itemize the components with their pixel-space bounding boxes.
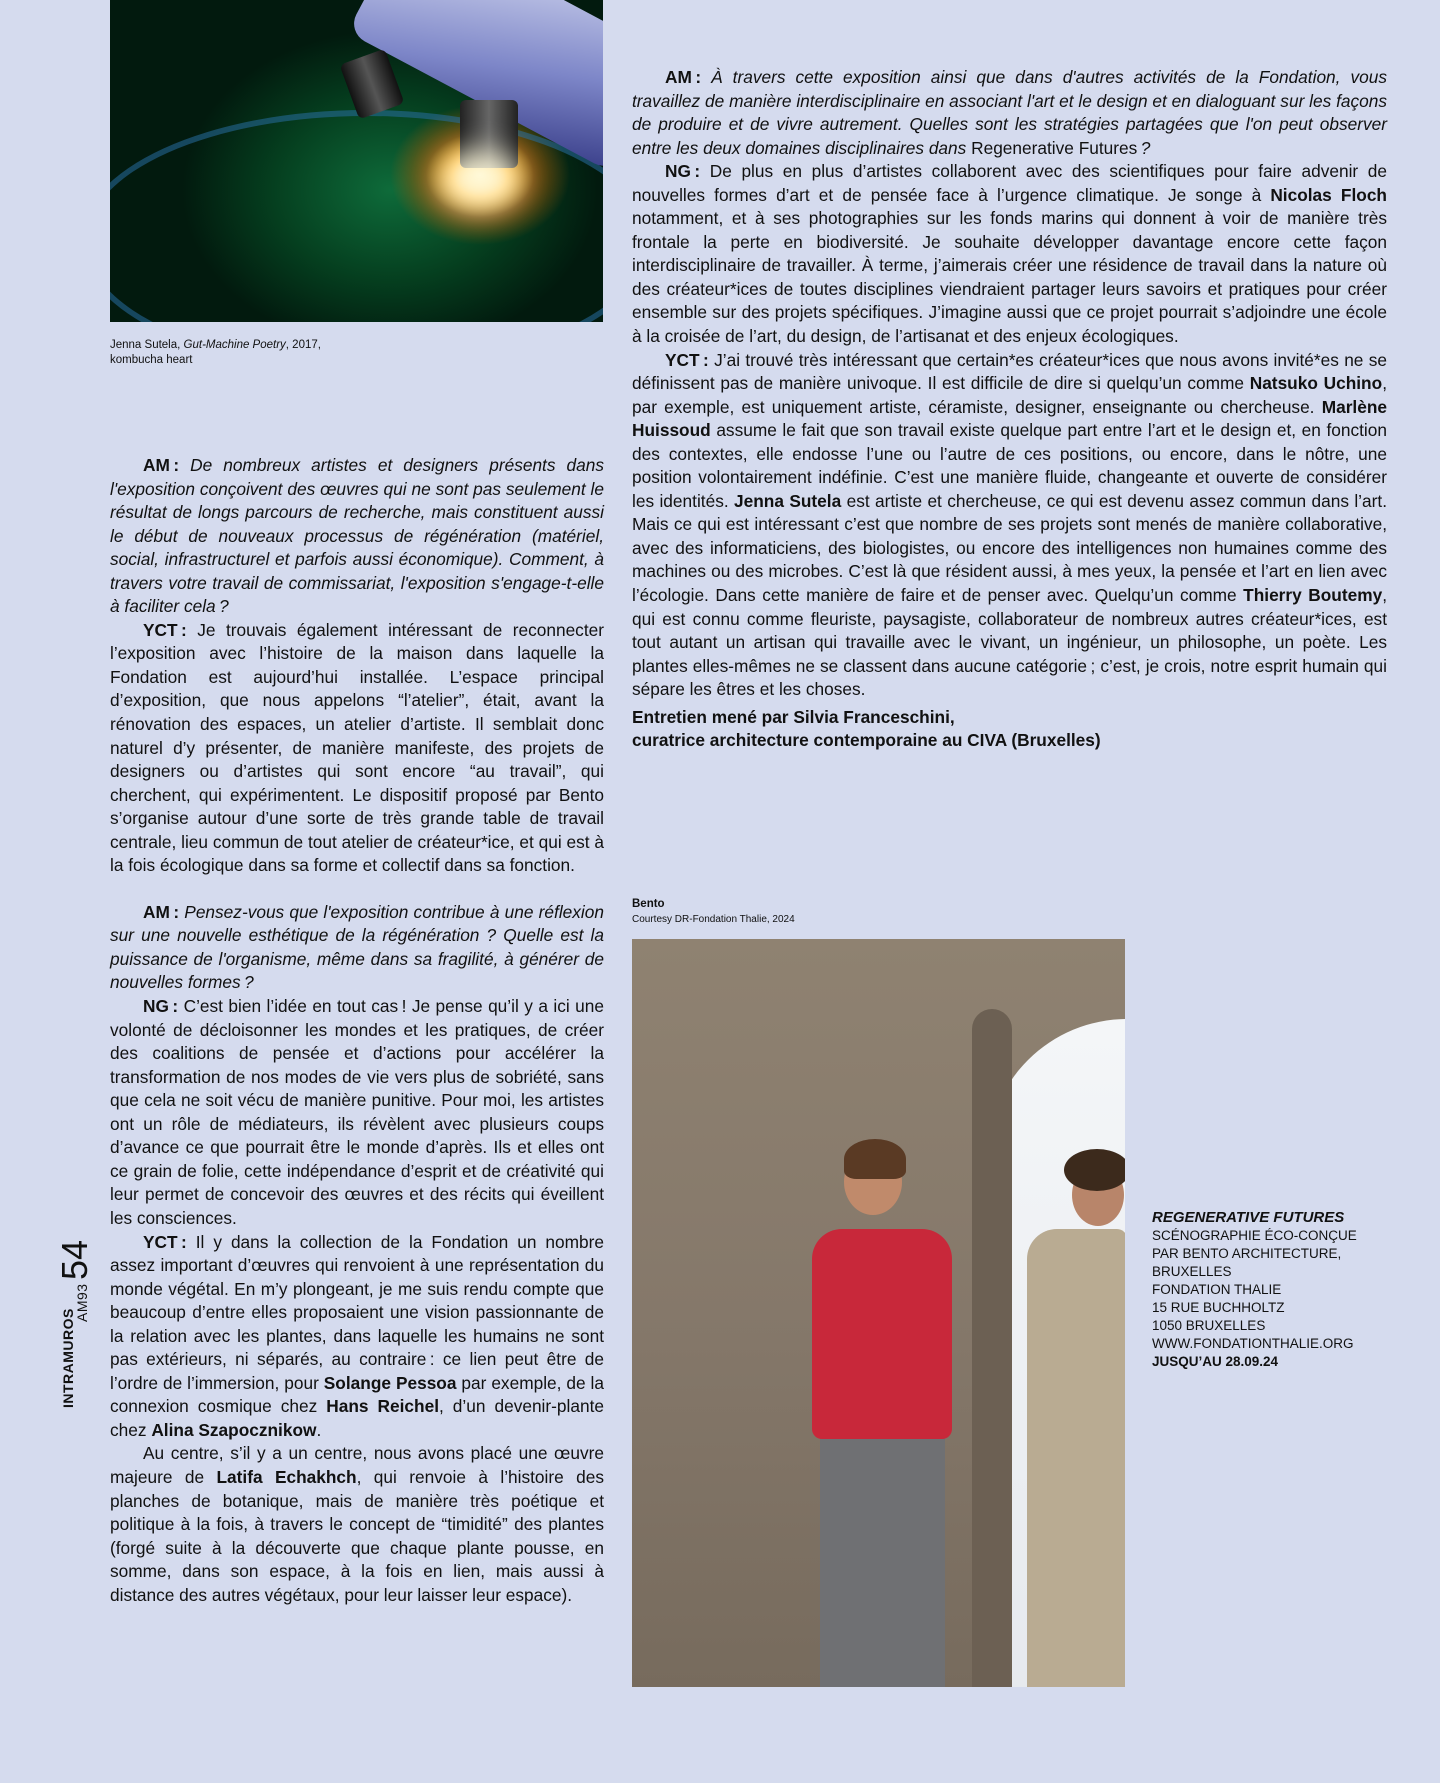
caption-title: Gut-Machine Poetry (183, 339, 286, 351)
exhibition-title: Regenerative Futures (971, 137, 1138, 158)
question-text: ? (1137, 137, 1151, 158)
photo-objective-lens (340, 49, 405, 120)
answer-text: Au centre, s’il y a un centre, nous avons placé une œuvre majeure de (110, 1443, 604, 1487)
answer-text: C’est bien l’idée en tout cas ! Je pense qu’il y a ici une volonté de décloisonner les mondes et les pratiques, de créer des coalitions de pensée et d’actions pour accélérer la transformation de nos modes de vie vers plus de sobriété, sans que cela ne soit vécu de manière punitive. Pour moi, les artistes ont un rôle de médiateurs, ils révèlent avec plusieurs coups d’avance ce que pourrait être le monde d’après. Ils et elles ont ce grain de folie, cette indépendance d’esprit et de créativité qui leur permet de concevoir des œuvres et des récits qui éveillent les consciences. (110, 996, 604, 1228)
info-line: PAR BENTO ARCHITECTURE, (1152, 1246, 1342, 1261)
answer-paragraph (632, 160, 1387, 348)
answer-text: De plus en plus d’artistes collaborent avec des scientifiques pour faire advenir de nouvelles formes d’art et de pensée face à l’urgence climatique. Je songe à (632, 161, 1387, 205)
answer-text: est artiste et chercheuse, ce qui est devenu assez commun dans l’art. Mais ce qui est intéressant c’est que nombre de ses projets sont menés de manière collaborative, avec des informaticiens, des biologistes, ou encore des intelligences non humaines comme des machines ou des microbes. C’est là que résident aussi, à mes yeux, la pensée et l’art en lien avec l’écologie. Dans cette manière de faire et de penser avec. Quelqu’un comme (632, 490, 1387, 606)
photo-dish-rim (110, 110, 603, 322)
left-column (110, 454, 604, 1607)
answer-text: notamment, et à ses photographies sur les fonds marins qui donnent à voir de manière très frontale la perte en biodiversité. Je souhaite développer davantage encore cette façon interdisciplinaire de travailler. À terme, j’aimerais créer une résidence de travail dans la nature où des créateur*ices de toutes disciplines viendraient partager leurs savoirs et pratiques pour créer ensemble sur des projets spécifiques. J’imagine aussi que ce projet pourrait s’adjoindre une école à la croisée de l’art, du design, de l’artisanat et des enjeux écologiques. (632, 208, 1387, 347)
question-text: De nombreux artistes et designers présents dans l'exposition conçoivent des œuvres qui ne sont pas seulement le résultat de longs parcours de recherche, mais constituent aussi le début de nouveaux processus de régénération (matériel, social, infrastructurel et parfois aussi économique). Comment, à travers votre travail de commissariat, l'exposition s'engage-t-elle à faciliter cela ? (110, 455, 604, 617)
answer-text: , d’un devenir-plante chez (110, 1396, 604, 1440)
photo-person-right-body (1027, 1229, 1125, 1687)
answer-text: , par exemple, est uniquement artiste, céramiste, designer, enseignante ou chercheuse. (632, 373, 1387, 417)
speaker-label: NG : (665, 161, 710, 182)
answer-text: , qui est connu comme fleuriste, paysagiste, collaborateur de nombreux autres créateur*ices, est tout autant un artisan qui travaille avec le vivant, un ingénieur, un philosophe, un poète. Les plantes elles-mêmes ne se classent dans aucune catégorie ; c’est, je crois, notre esprit humain qui sépare les êtres et les choses. (632, 585, 1387, 700)
caption-artist: Jenna Sutela, (110, 339, 184, 351)
artist-name: Solange Pessoa (323, 1372, 457, 1393)
page-folio (40, 1230, 110, 1410)
answer-text: . (316, 1419, 322, 1440)
issue-number: AM93 (74, 1283, 90, 1322)
question-paragraph (110, 901, 604, 995)
answer-paragraph (110, 619, 604, 878)
answer-text: Je trouvais également intéressant de reconnecter l’exposition avec l’histoire de la maison dans laquelle la Fondation est aujourd’hui installée. L’espace principal d’exposition, que nous appelons “l’atelier”, était, avant la rénovation des espaces, un atelier d’artiste. Il semblait donc naturel d’y présenter, de manière manifeste, des projets de designers ou d’artistes qui sont encore “au travail”, qui cherchent, qui expérimentent. Le dispositif proposé par Bento s’organise autour d’une sorte de très grande table de travail centrale, lieu commun de tout atelier de créateur*ice, et qui est à la fois écologique dans sa forme et collectif dans sa fonction. (110, 619, 604, 876)
speaker-label: YCT : (143, 619, 198, 640)
answer-paragraph (110, 1442, 604, 1607)
caption-title: Bento (632, 898, 665, 910)
artist-name: Jenna Sutela (734, 490, 842, 511)
caption-credit: Courtesy DR-Fondation Thalie, 2024 (632, 914, 795, 925)
answer-paragraph (632, 349, 1387, 702)
answer-text: Il y dans la collection de la Fondation un nombre assez important d’œuvres qui renvoient à une représentation du monde végétal. En m’y plongeant, je me suis rendu compte que beaucoup d’entre elles proposaient une vision passionnante de la relation avec les plantes, dans laquelle les humains ne sont pas extérieurs, ni séparés, au contraire : ce lien peut être de l’ordre de l’immersion, pour (110, 1231, 604, 1393)
speaker-label: AM : (665, 67, 712, 87)
photo-person-left-legs (820, 1434, 945, 1687)
page-number: 54 (54, 1239, 95, 1280)
artist-name: Thierry Boutemy (1243, 585, 1383, 606)
answer-text: , qui renvoie à l’histoire des planches de botanique, mais de manière très poétique et politique à la fois, à travers le concept de “timidité” des plantes (forgé suite à la découverte que chaque plante pousse, en somme, dans son espace, à la fois en lien, mais aussi à distance des autres végétaux, pour leur laisser leur espace). (110, 1466, 605, 1605)
answer-paragraph (110, 1231, 604, 1443)
bottom-image-caption (632, 897, 795, 927)
info-line: SCÉNOGRAPHIE ÉCO-CONÇUE (1152, 1228, 1357, 1243)
magazine-name (60, 1308, 76, 1408)
photo-person-left-sweater (812, 1229, 952, 1439)
photo-wall-edge (972, 1009, 1012, 1687)
answer-text: J’ai trouvé très intéressant que certain*es créateur*ices que nous avons invité*es ne se définissent pas de manière univoque. Il est difficile de dire si quelqu’un comme (632, 349, 1387, 394)
speaker-label: AM : (143, 901, 185, 922)
interview-credit (632, 706, 1387, 753)
photo-light-glow (440, 150, 520, 210)
right-column (632, 66, 1387, 753)
artist-name: Latifa Echakhch (216, 1466, 357, 1487)
artist-name: Nicolas Floch (1270, 184, 1387, 205)
magazine-title: INTRAMUROS (60, 1308, 76, 1408)
photo-person-right-hair (1064, 1149, 1125, 1191)
exhibition-info (1152, 1209, 1382, 1371)
artist-name: Hans Reichel (326, 1396, 439, 1417)
speaker-label: YCT : (143, 1231, 196, 1252)
photo-kombucha-heart (110, 0, 603, 322)
caption-material: kombucha heart (110, 354, 193, 366)
speaker-label: YCT : (665, 349, 715, 370)
info-line: 15 RUE BUCHHOLTZ (1152, 1300, 1285, 1315)
artist-name: Alina Szapocznikow (151, 1419, 317, 1440)
info-line: BRUXELLES (1152, 1264, 1232, 1279)
top-image-caption (110, 338, 321, 368)
speaker-label: AM : (143, 455, 191, 475)
question-paragraph (632, 66, 1387, 160)
question-text: Pensez-vous que l'exposition contribue à une réflexion sur une nouvelle esthétique de la régénération ? Quelle est la puissance de l'organisme, même dans sa fragilité, à générer de nouvelles formes ? (110, 901, 604, 993)
info-line: 1050 BRUXELLES (1152, 1318, 1266, 1333)
answer-paragraph (110, 995, 604, 1230)
speaker-label: NG : (143, 996, 184, 1017)
answer-text: par exemple, de la connexion cosmique chez (110, 1372, 604, 1417)
info-title: REGENERATIVE FUTURES (1152, 1209, 1345, 1226)
info-dates: JUSQU’AU 28.09.24 (1152, 1354, 1279, 1369)
credit-line: Entretien mené par Silvia Franceschini, (632, 706, 955, 727)
artist-name: Marlène Huissoud (632, 396, 1387, 441)
question-paragraph (110, 454, 604, 619)
photo-person-left-hair (844, 1139, 906, 1179)
credit-line: curatrice architecture contemporaine au CIVA (Bruxelles) (632, 730, 1101, 751)
photo-bento-earth-wall (632, 939, 1125, 1687)
answer-text: assume le fait que son travail existe quelque part entre l’art et le design et, en fonction des contextes, elle endosse l’une ou l’autre de ces positions, ou encore, dans le nôtre, une position volontairement indéfinie. C’est une manière fluide, changeante et ouverte de considérer les identités. (632, 420, 1387, 511)
info-website: WWW.FONDATIONTHALIE.ORG (1152, 1336, 1354, 1351)
question-text: À travers cette exposition ainsi que dans d'autres activités de la Fondation, vous travaillez de manière interdisciplinaire en associant l'art et le design et en dialoguant sur les façons de produire et de vivre autrement. Quelles sont les stratégies partagées que l'on peut observer entre les deux domaines disciplinaires dans (632, 67, 1387, 158)
artist-name: Natsuko Uchino (1249, 373, 1383, 394)
caption-details: , 2017, (285, 339, 321, 351)
info-line: FONDATION THALIE (1152, 1282, 1282, 1297)
